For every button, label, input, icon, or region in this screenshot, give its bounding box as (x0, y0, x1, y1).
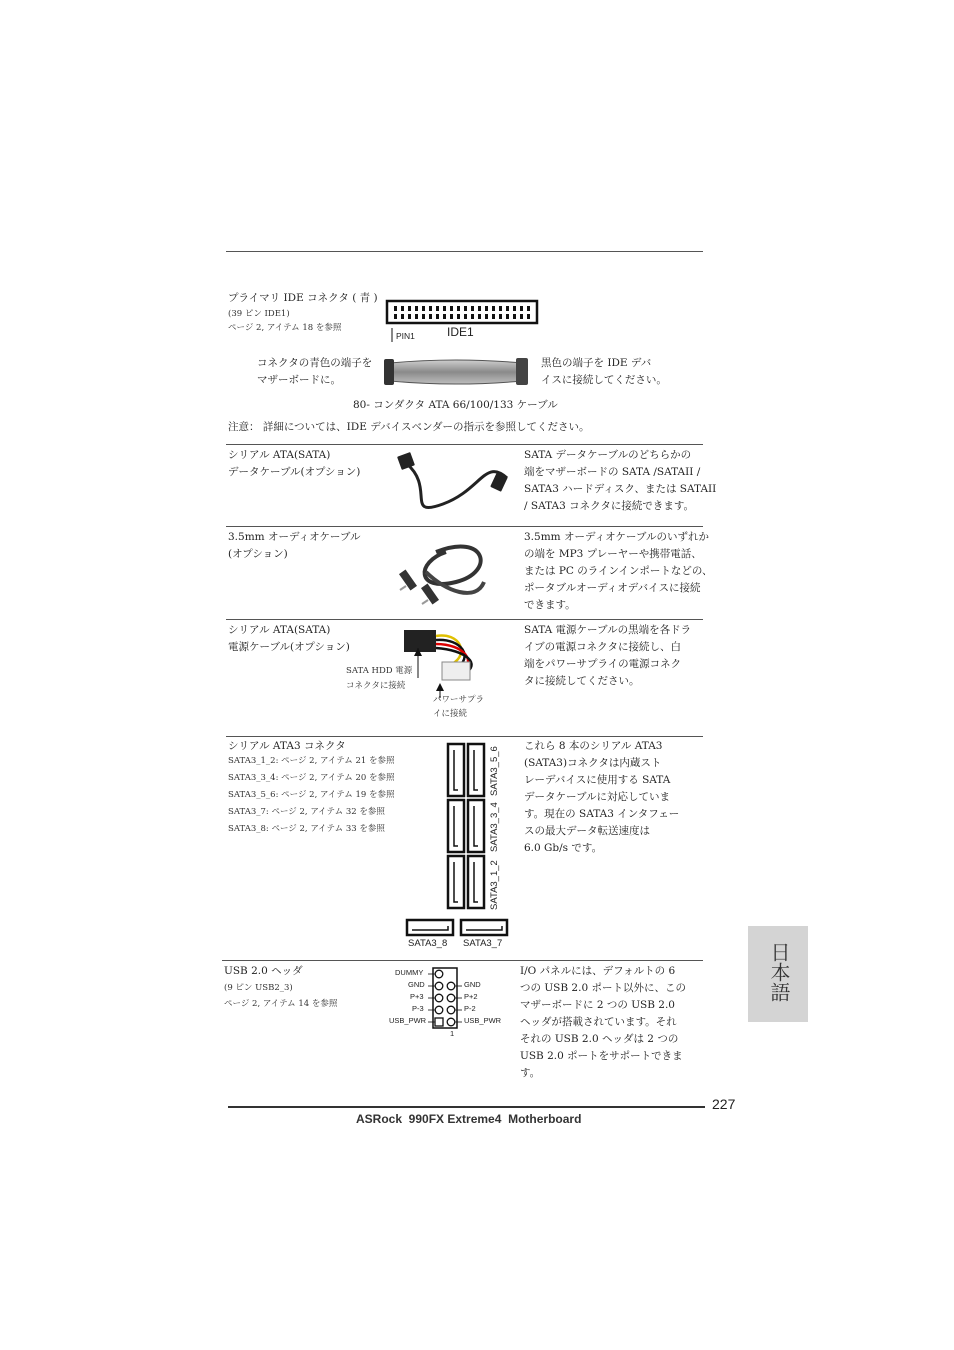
ide-pin (450, 314, 453, 319)
audio-right (524, 529, 713, 614)
ide-pin (485, 306, 488, 311)
ide-pin (457, 306, 460, 311)
ide-pin (478, 306, 481, 311)
ide-right-note-line: 黒色の端子を IDE デバ (541, 357, 652, 369)
ide-pin (436, 314, 439, 319)
ide-pin (520, 314, 523, 319)
ide-cable-caption: 80- コンダクタ ATA 66/100/133 ケーブル (353, 399, 558, 411)
sata-power-right-line: 端をパワーサプライの電源コネク (524, 658, 682, 670)
pin-label-p2-minus: P-2 (464, 1004, 476, 1013)
ide-pin (457, 314, 460, 319)
list-item: SATA3_8: ページ 2, アイテム 33 を参照 (228, 824, 385, 834)
ide-left-note-line: マザーボードに。 (257, 374, 341, 386)
psu-label: パワーサプラ (433, 695, 485, 705)
ide-pin (429, 314, 432, 319)
section-rule (226, 444, 703, 445)
list-item: SATA3_5_6: ページ 2, アイテム 19 を参照 (228, 790, 395, 800)
section-rule (226, 619, 703, 620)
ide-pin (422, 314, 425, 319)
language-side-tab (748, 926, 808, 1022)
audio-right-line: できます。 (524, 599, 576, 611)
sata-data-right-line: / SATA3 コネクタに接続できます。 (524, 500, 695, 512)
ide-pin (506, 306, 509, 311)
usb-right-line: マザーボードに 2 つの USB 2.0 (520, 999, 675, 1011)
ide-pin (394, 314, 397, 319)
usb-right-line: I/O パネルには、デフォルトの 6 (520, 965, 676, 977)
pin-label-gnd: GND (408, 980, 425, 989)
ide-sub2: ページ 2, アイテム 18 を参照 (228, 323, 342, 333)
audio-left-line: 3.5mm オーディオケーブル (228, 531, 361, 543)
ide-pin (401, 306, 404, 311)
sata3-right-line: スの最大データ転送速度は (524, 825, 650, 837)
sata3-horizontal-ports (405, 917, 509, 939)
usb-sub1: (9 ピン USB2_3) (224, 983, 293, 993)
sata-power-left-line: シリアル ATA(SATA) (228, 624, 331, 636)
sata3-right-line: 6.0 Gb/s です。 (524, 842, 603, 854)
list-item: SATA3_3_4: ページ 2, アイテム 20 を参照 (228, 773, 395, 783)
ide-pin (450, 306, 453, 311)
usb-title: USB 2.0 ヘッダ (224, 965, 303, 977)
ide-pin (499, 314, 502, 319)
sata3-7-label: SATA3_7 (463, 938, 503, 949)
ide-pin (443, 314, 446, 319)
section-rule (226, 526, 703, 527)
sata-data-left-line: シリアル ATA(SATA) (228, 449, 331, 461)
pin-label-usb-pwr: USB_PWR (389, 1016, 427, 1025)
ide-pin (429, 306, 432, 311)
pin-label-p2-plus: P+2 (464, 992, 478, 1001)
usb-right (520, 963, 686, 1082)
sata3-title: シリアル ATA3 コネクタ (228, 740, 346, 752)
sata3-right-line: レーデバイスに使用する SATA (524, 774, 671, 786)
sata-data-right (524, 447, 716, 515)
sata-power-right-line: SATA 電源ケーブルの黒端を各ドラ (524, 624, 692, 636)
sata-power-right-line: タに接続してください。 (524, 675, 640, 687)
ide-pin (443, 306, 446, 311)
sata3-item-list (228, 753, 395, 838)
footer-rule (228, 1106, 705, 1108)
usb-right-line: す。 (520, 1067, 541, 1079)
sata3-right (524, 738, 679, 857)
footer-model: ASRock 990FX Extreme4 Motherboard (356, 1112, 582, 1126)
ide-sub1: (39 ピン IDE1) (228, 309, 290, 319)
ide-pin (478, 314, 481, 319)
audio-right-line: ポータブルオーディオデバイスに接続 (524, 582, 701, 594)
sata-hdd-label: コネクタに接続 (346, 681, 406, 691)
ide-pin (492, 314, 495, 319)
ide-pin (471, 306, 474, 311)
pin1-label: PIN1 (396, 331, 415, 341)
sata-data-right-line: SATA3 ハードディスク、または SATAII (524, 483, 717, 495)
usb-header-pin-diagram (428, 966, 462, 1030)
top-rule (226, 251, 703, 252)
sata-data-right-line: SATA データケーブルのどちらかの (524, 449, 692, 461)
ide-pin (436, 306, 439, 311)
ide-left-note-line: コネクタの青色の端子を (257, 357, 373, 369)
ide1-label: IDE1 (447, 325, 474, 339)
sata3-right-line: す。現在の SATA3 インタフェー (524, 808, 680, 820)
sata-power-right (524, 622, 691, 690)
ide-left-note (257, 355, 372, 389)
psu-label: イに接続 (433, 709, 468, 719)
ide-pin (394, 306, 397, 311)
pin-label-usb-pwr: USB_PWR (464, 1016, 502, 1025)
ide-pin (415, 306, 418, 311)
sata3-right-line: これら 8 本のシリアル ATA3 (524, 740, 663, 752)
list-item: SATA3_1_2: ページ 2, アイテム 21 を参照 (228, 756, 395, 766)
usb-right-line: つの USB 2.0 ポート以外に、この (520, 982, 686, 994)
sata-data-left-line: データケーブル(オプション) (228, 466, 361, 478)
pin-one-label: 1 (450, 1029, 455, 1038)
ide-pin (520, 306, 523, 311)
ide-pin (527, 314, 530, 319)
pin-label-dummy: DUMMY (395, 968, 424, 977)
section-rule (226, 736, 703, 737)
usb-right-line: それの USB 2.0 ヘッダは 2 つの (520, 1033, 679, 1045)
ide-pin (513, 306, 516, 311)
ide-pin (506, 314, 509, 319)
usb-right-line: USB 2.0 ポートをサポートできま (520, 1050, 683, 1062)
side-tab-label: 日本語 (767, 942, 791, 1002)
ide-pin (464, 306, 467, 311)
sata3-3-4-label: SATA3_3_4 (489, 802, 500, 852)
ide-pin (492, 306, 495, 311)
ide-pin (499, 306, 502, 311)
ide-ribbon-cable-image (372, 355, 540, 389)
pin-label-p3-minus: P-3 (412, 1004, 424, 1013)
sata3-vertical-ports (445, 742, 487, 912)
usb-sub2: ページ 2, アイテム 14 を参照 (224, 999, 338, 1009)
audio-right-line: の端を MP3 プレーヤーや携帯電話、 (524, 548, 702, 560)
audio-left (228, 529, 360, 563)
sata3-right-line: (SATA3)コネクタは内蔵スト (524, 757, 662, 769)
sata-power-left (228, 622, 350, 656)
ide-pin (408, 314, 411, 319)
ide-right-note (541, 355, 667, 389)
audio-left-line: (オプション) (228, 548, 288, 560)
sata-data-cable-image (395, 448, 515, 512)
ide-pin (408, 306, 411, 311)
ide-title: プライマリ IDE コネクタ ( 青 ) (228, 292, 378, 304)
page-number: 227 (712, 1096, 736, 1112)
pin-label-gnd: GND (464, 980, 481, 989)
ide-pin (415, 314, 418, 319)
audio-cable-image (396, 532, 496, 612)
sata3-5-6-label: SATA3_5_6 (489, 746, 500, 796)
ide-pin (401, 314, 404, 319)
sata-data-left (228, 447, 360, 481)
ide-right-note-line: イスに接続してください。 (541, 374, 667, 386)
ide-pin (513, 314, 516, 319)
pin-label-p3-plus: P+3 (410, 992, 424, 1001)
sata-data-right-line: 端をマザーボードの SATA /SATAII / (524, 466, 701, 478)
sata3-1-2-label: SATA3_1_2 (489, 860, 500, 910)
sata-power-left-line: 電源ケーブル(オプション) (228, 641, 350, 653)
section-rule (222, 960, 703, 961)
sata3-right-line: データケーブルに対応していま (524, 791, 671, 803)
ide-pin (464, 314, 467, 319)
ide-pin (471, 314, 474, 319)
ide-pin (527, 306, 530, 311)
ide-pin (422, 306, 425, 311)
ide-pin (485, 314, 488, 319)
sata-hdd-label: SATA HDD 電源 (346, 666, 413, 676)
usb-right-line: ヘッダが搭載されています。それ (520, 1016, 677, 1028)
sata3-8-label: SATA3_8 (408, 938, 448, 949)
ide-note: 注意： 詳細については、IDE デバイスベンダーの指示を参照してください。 (228, 421, 590, 433)
audio-right-line: 3.5mm オーディオケーブルのいずれか (524, 531, 709, 543)
list-item: SATA3_7: ページ 2, アイテム 32 を参照 (228, 807, 385, 817)
arrow-icon (400, 648, 450, 698)
audio-right-line: または PC のラインインポートなどの、 (524, 565, 713, 577)
sata-power-right-line: イブの電源コネクタに接続し、白 (524, 641, 681, 653)
